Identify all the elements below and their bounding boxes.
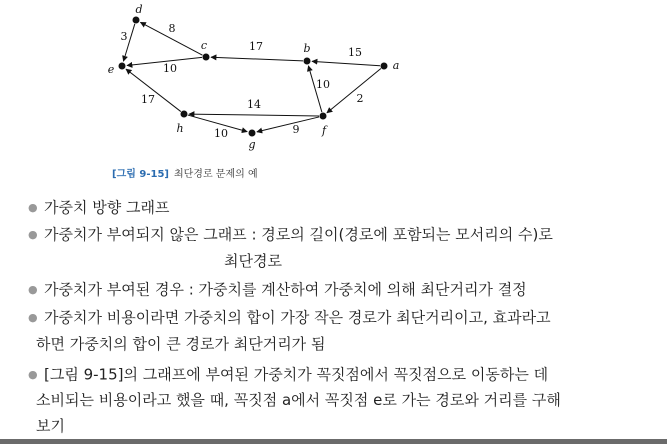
bullet-text: 가중치가 비용이라면 가중치의 합이 가장 작은 경로가 최단거리이고, 효과라고: [44, 308, 551, 327]
figure-caption-text: 최단경로 문제의 예: [173, 169, 258, 180]
graph-node-g: [249, 130, 256, 137]
edge-weight-label: 3: [120, 30, 128, 43]
bullet-item: [28, 362, 548, 387]
edge-weight-label: 10: [316, 78, 330, 91]
graph-node-d: [133, 17, 140, 24]
node-label: d: [135, 3, 143, 16]
bullet-text: 가중치가 부여되지 않은 그래프 : 경로의 길이(경로에 포함되는 모서리의 수)로: [44, 225, 553, 244]
bullet-continuation: 보기: [36, 417, 65, 435]
node-label: c: [200, 39, 208, 52]
graph-node-h: [181, 111, 188, 118]
bullet-item: [28, 277, 527, 302]
bullet-dot-icon: ●: [28, 200, 38, 214]
edge-weight-label: 17: [249, 40, 263, 53]
node-label: f: [321, 124, 327, 137]
bullet-continuation: 하면 가중치의 합이 큰 경로가 최단거리가 됨: [36, 335, 326, 353]
graph-diagram: [0, 0, 667, 190]
graph-edge-f-h: [189, 114, 319, 116]
node-label: b: [303, 42, 311, 55]
bullet-text: 가중치가 부여된 경우 : 가중치를 계산하여 가중치에 의해 최단거리가 결정: [44, 280, 527, 299]
edge-weight-label: 10: [163, 62, 177, 75]
graph-node-f: [320, 113, 327, 120]
figure-caption-number: [그림 9-15]: [112, 169, 169, 180]
bullet-dot-icon: ●: [28, 227, 38, 241]
node-label: g: [248, 138, 256, 151]
graph-node-b: [304, 58, 311, 65]
graph-node-c: [203, 54, 210, 61]
bullet-dot-icon: ●: [28, 282, 38, 296]
edge-weight-label: 9: [292, 123, 300, 136]
edge-weight-label: 17: [141, 93, 155, 106]
edge-weight-label: 8: [168, 22, 176, 35]
graph-edge-f-g: [257, 117, 319, 132]
shortest-path-figure: [0, 0, 667, 190]
bullet-dot-icon: ●: [28, 310, 38, 324]
bullet-continuation: 최단경로: [224, 252, 282, 270]
node-label: e: [107, 63, 115, 76]
graph-node-e: [119, 63, 126, 70]
graph-node-a: [381, 63, 388, 70]
bullet-continuation: 소비되는 비용이라고 했을 때, 꼭짓점 a에서 꼭짓점 e로 가는 경로와 거리를 구해: [36, 391, 561, 409]
bullet-item: [28, 222, 553, 247]
graph-edge-b-c: [211, 57, 303, 61]
bullet-text: [그림 9-15]의 그래프에 부여된 가중치가 꼭짓점에서 꼭짓점으로 이동하는 데: [44, 365, 549, 384]
edge-weight-label: 15: [348, 46, 362, 59]
bullet-item: [28, 305, 551, 330]
node-label: h: [176, 122, 184, 135]
edge-weight-label: 14: [247, 98, 261, 111]
bullet-item: [28, 195, 169, 220]
figure-caption: [112, 165, 258, 180]
edge-weight-label: 10: [214, 127, 228, 140]
graph-edge-a-b: [312, 61, 380, 65]
edge-weight-label: 2: [356, 92, 364, 105]
node-label: a: [392, 59, 400, 72]
bottom-divider: [0, 439, 667, 444]
graph-edge-a-f: [327, 69, 381, 113]
bullet-text: 가중치 방향 그래프: [44, 198, 170, 217]
bullet-dot-icon: ●: [28, 367, 38, 381]
